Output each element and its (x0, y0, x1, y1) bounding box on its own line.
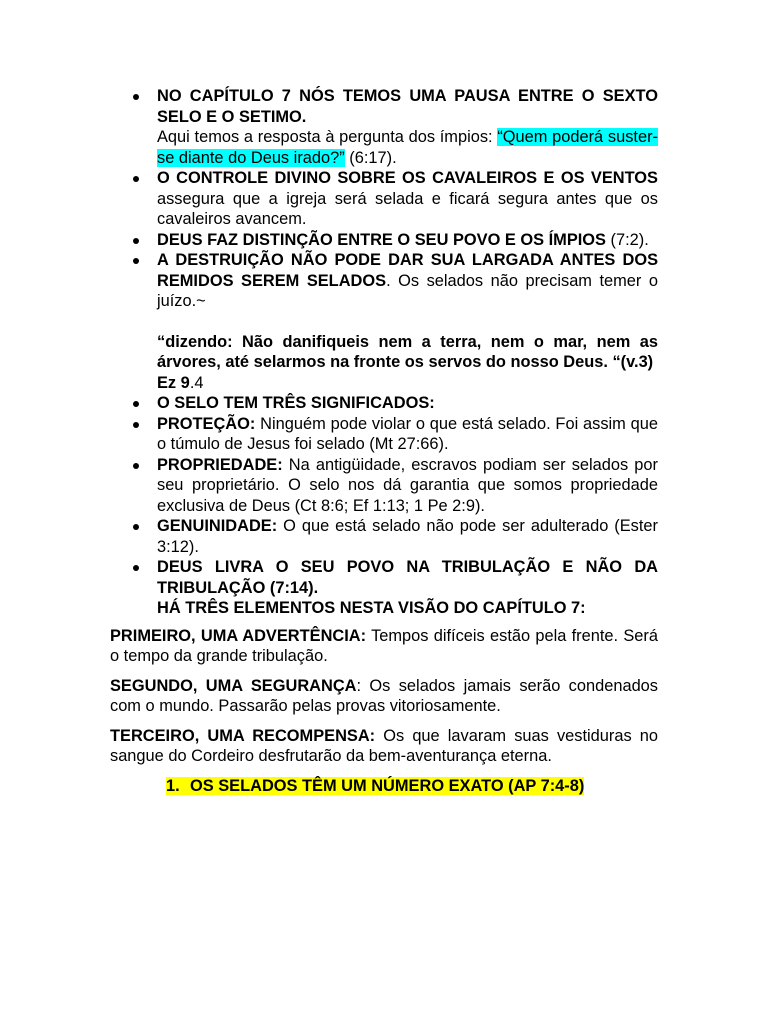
paragraph-bold-text: PRIMEIRO, UMA ADVERTÊNCIA: (110, 626, 367, 645)
bullet-item-significados (110, 393, 658, 414)
bullet-bold-text: DEUS FAZ DISTINÇÃO ENTRE O SEU POVO E OS ÍMPIOS (157, 230, 606, 249)
bullet-dot-icon (133, 94, 139, 100)
paragraph-bold-text: TERCEIRO, UMA RECOMPENSA: (110, 726, 376, 745)
paragraph-text: Os que lavaram suas vestiduras no sangue do Cordeiro desfrutarão da bem-aventurança eterna. (110, 726, 658, 765)
bullet-item-pause (110, 86, 658, 168)
paragraph-bold-text: SEGUNDO, UMA SEGURANÇA (110, 676, 357, 695)
document-content (110, 86, 658, 796)
bullet-text: (6:17). (344, 148, 397, 167)
paragraph-text: : Os selados jamais serão condenados com o mundo. Passarão pelas provas vitoriosamente. (110, 676, 658, 715)
spacer (110, 312, 658, 332)
bullet-text: assegura que a igreja será selada e ficará segura antes que os cavaleiros avancem. (157, 189, 658, 228)
quote-text: “dizendo: Não danifiqueis nem a terra, nem o mar, nem as árvores, até selarmos na fronte os servos do nosso Deus. “(v.3) (157, 332, 658, 371)
quote-reference-rest: .4 (189, 373, 204, 392)
bullet-dot-icon (133, 463, 139, 469)
bullet-item-genuinidade (110, 516, 658, 557)
bullet-bold-text: A DESTRUIÇÃO NÃO PODE DAR SUA LARGADA ANTES DOS REMIDOS SEREM SELADOS (157, 251, 658, 290)
bullet-bold-text: NO CAPÍTULO 7 NÓS TEMOS UMA PAUSA ENTRE O SEXTO SELO E O SETIMO. (157, 87, 658, 126)
bullet-text: Na antigüidade, escravos podiam ser selados por seu proprietário. O selo nos dá garantia que somos propriedade exclusiva de Deus (Ct 8:6; Ef 1:13; 1 Pe 2:9). (157, 455, 658, 515)
bullet-list-selo (110, 393, 658, 619)
bullet-bold-text: PROPRIEDADE: (157, 455, 283, 474)
elements-line: HÁ TRÊS ELEMENTOS NESTA VISÃO DO CAPÍTULO 7: (157, 599, 586, 617)
bullet-text: . Os selados não precisam temer o juízo.~ (157, 271, 659, 310)
bullet-bold-text: GENUINIDADE: (157, 517, 278, 535)
paragraph-terceiro (110, 726, 658, 767)
heading-text: OS SELADOS TÊM UM NÚMERO EXATO (AP 7:4-8) (190, 776, 585, 795)
bullet-text: O que está selado não pode ser adulterado (Ester 3:12). (157, 517, 658, 556)
bullet-item-controle (110, 168, 658, 230)
bullet-bold-text: O SELO TEM TRÊS SIGNIFICADOS: (157, 394, 435, 412)
highlighted-quote: “Quem poderá suster-se diante do Deus irado?” (157, 128, 658, 167)
spacer (110, 619, 658, 626)
scripture-quote (110, 332, 658, 394)
bullet-item-destruicao (110, 250, 658, 312)
bullet-bold-text: PROTEÇÃO: (157, 414, 256, 433)
bullet-text: (7:2). (605, 230, 649, 249)
section-heading (110, 776, 658, 797)
paragraph-primeiro (110, 626, 658, 667)
bullet-item-propriedade (110, 455, 658, 517)
bullet-dot-icon (133, 176, 139, 182)
bullet-dot-icon (133, 238, 139, 244)
bullet-dot-icon (133, 422, 139, 428)
heading-number: 1. (166, 776, 180, 795)
bullet-text: Aqui temos a resposta à pergunta dos ímpios: (157, 128, 498, 146)
quote-reference: Ez 9 (157, 373, 190, 392)
bullet-list-top (110, 86, 658, 312)
bullet-dot-icon (133, 401, 139, 407)
paragraph-segundo (110, 676, 658, 717)
bullet-bold-text: DEUS LIVRA O SEU POVO NA TRIBULAÇÃO E NÃO DA TRIBULAÇÃO (7:14). (157, 558, 658, 597)
bullet-item-livra (110, 557, 658, 619)
bullet-item-distincao (110, 230, 658, 251)
bullet-dot-icon (133, 565, 139, 571)
paragraph-text: Tempos difíceis estão pela frente. Será o tempo da grande tribulação. (110, 626, 658, 665)
heading-highlight (166, 777, 584, 795)
bullet-bold-text: O CONTROLE DIVINO SOBRE OS CAVALEIROS E OS VENTOS (157, 169, 658, 187)
bullet-item-protecao (110, 414, 658, 455)
bullet-dot-icon (133, 258, 139, 264)
bullet-text: Ninguém pode violar o que está selado. Foi assim que o túmulo de Jesus foi selado (Mt 27:66). (157, 414, 658, 453)
bullet-dot-icon (133, 524, 139, 530)
